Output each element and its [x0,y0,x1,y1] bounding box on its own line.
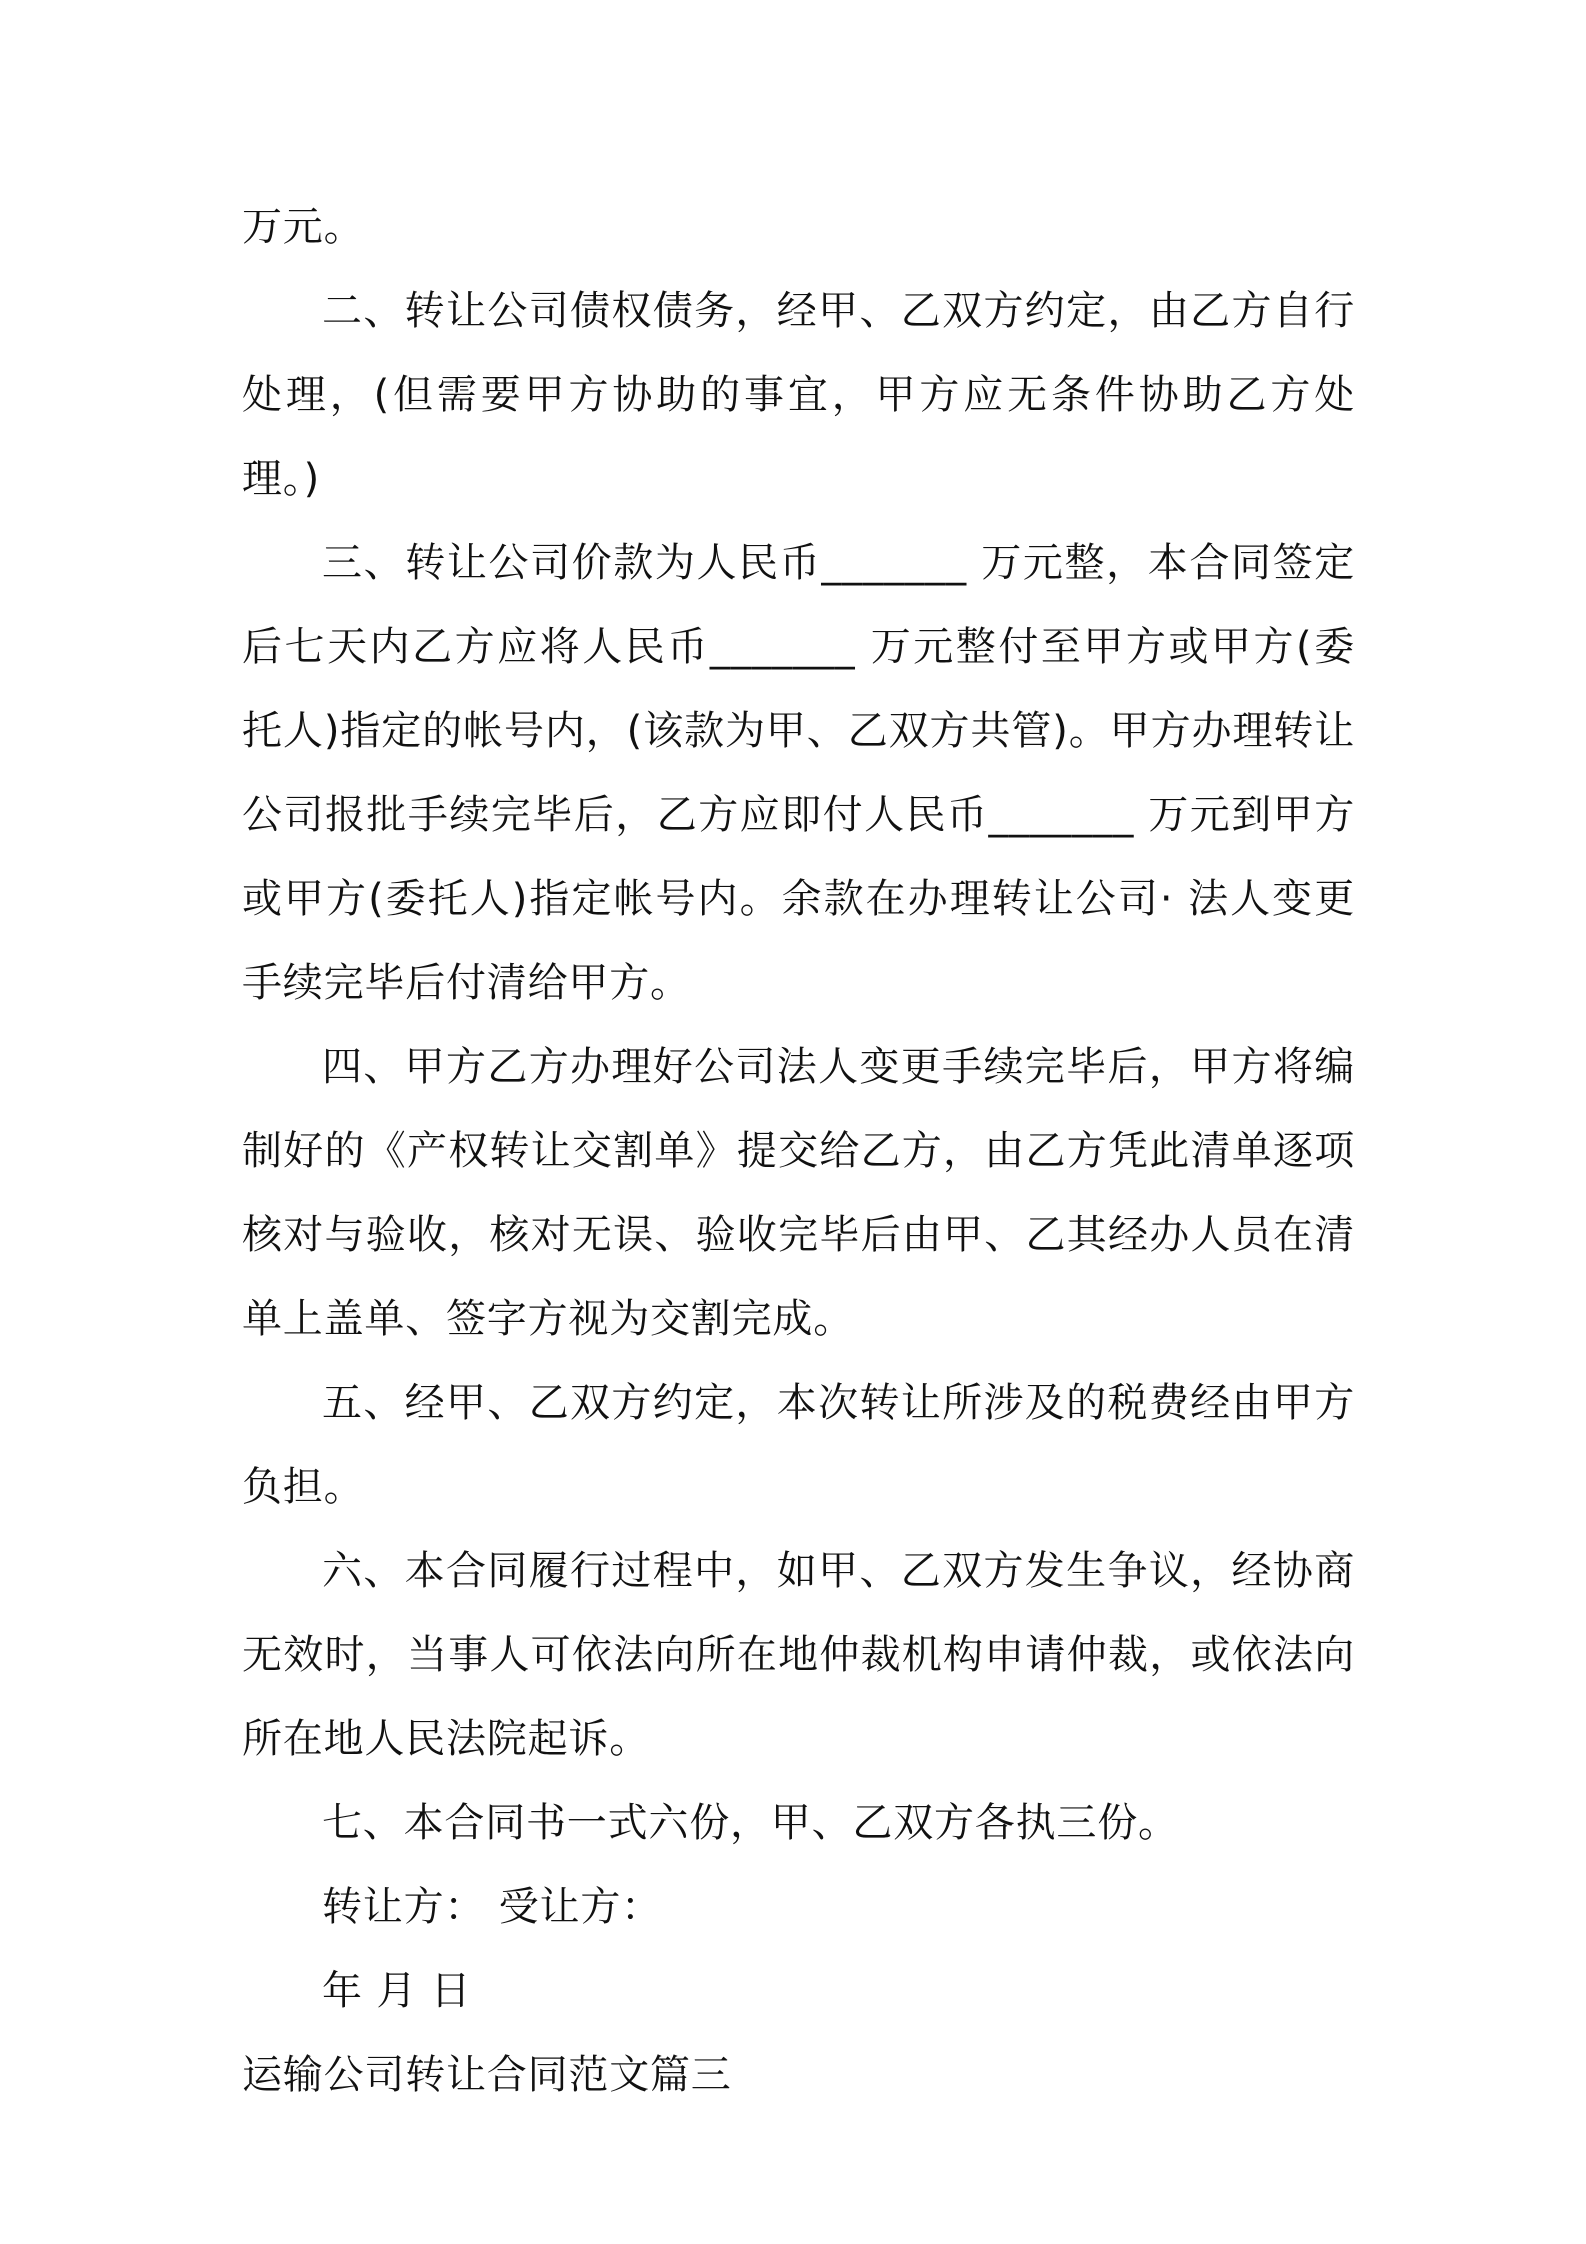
paragraph-clause-5: 五、经甲、乙双方约定，本次转让所涉及的税费经由甲方负担。 [242,1380,1355,1510]
document-body [242,185,1355,2117]
signature-parties: 转让方： 受让方： [322,1884,662,1930]
paragraph-clause-4: 四、甲方乙方办理好公司法人变更手续完毕后，甲方将编制好的《产权转让交割单》提交给乙方，由乙方凭此清单逐项核对与验收，核对无误、验收完毕后由甲、乙其经办人员在清单上盖单、签字方视为交割完成。 [242,1044,1355,1342]
paragraph-amount-end: 万元。 [242,204,365,250]
paragraph-clause-3: 三、转让公司价款为人民币_______ 万元整，本合同签定后七天内乙方应将人民币_______ 万元整付至甲方或甲方(委托人)指定的帐号内，(该款为甲、乙双方共管)。甲方办理转让公司报批手续完毕后，乙方应即付人民币_______ 万元到甲方或甲方(委托人)指定帐号内。余款在办理转让公司· 法人变更手续完毕后付清给甲方。 [242,540,1355,1006]
paragraph-clause-7: 七、本合同书一式六份，甲、乙双方各执三份。 [322,1800,1179,1846]
paragraph-clause-2: 二、转让公司债权债务，经甲、乙双方约定，由乙方自行处理，(但需要甲方协助的事宜，甲方应无条件协助乙方处理。) [242,288,1355,502]
signature-date: 年 月 日 [322,1968,472,2014]
paragraph-clause-6: 六、本合同履行过程中，如甲、乙双方发生争议，经协商无效时，当事人可依法向所在地仲裁机构申请仲裁，或依法向所在地人民法院起诉。 [242,1548,1355,1762]
section-heading: 运输公司转让合同范文篇三 [242,2052,732,2098]
